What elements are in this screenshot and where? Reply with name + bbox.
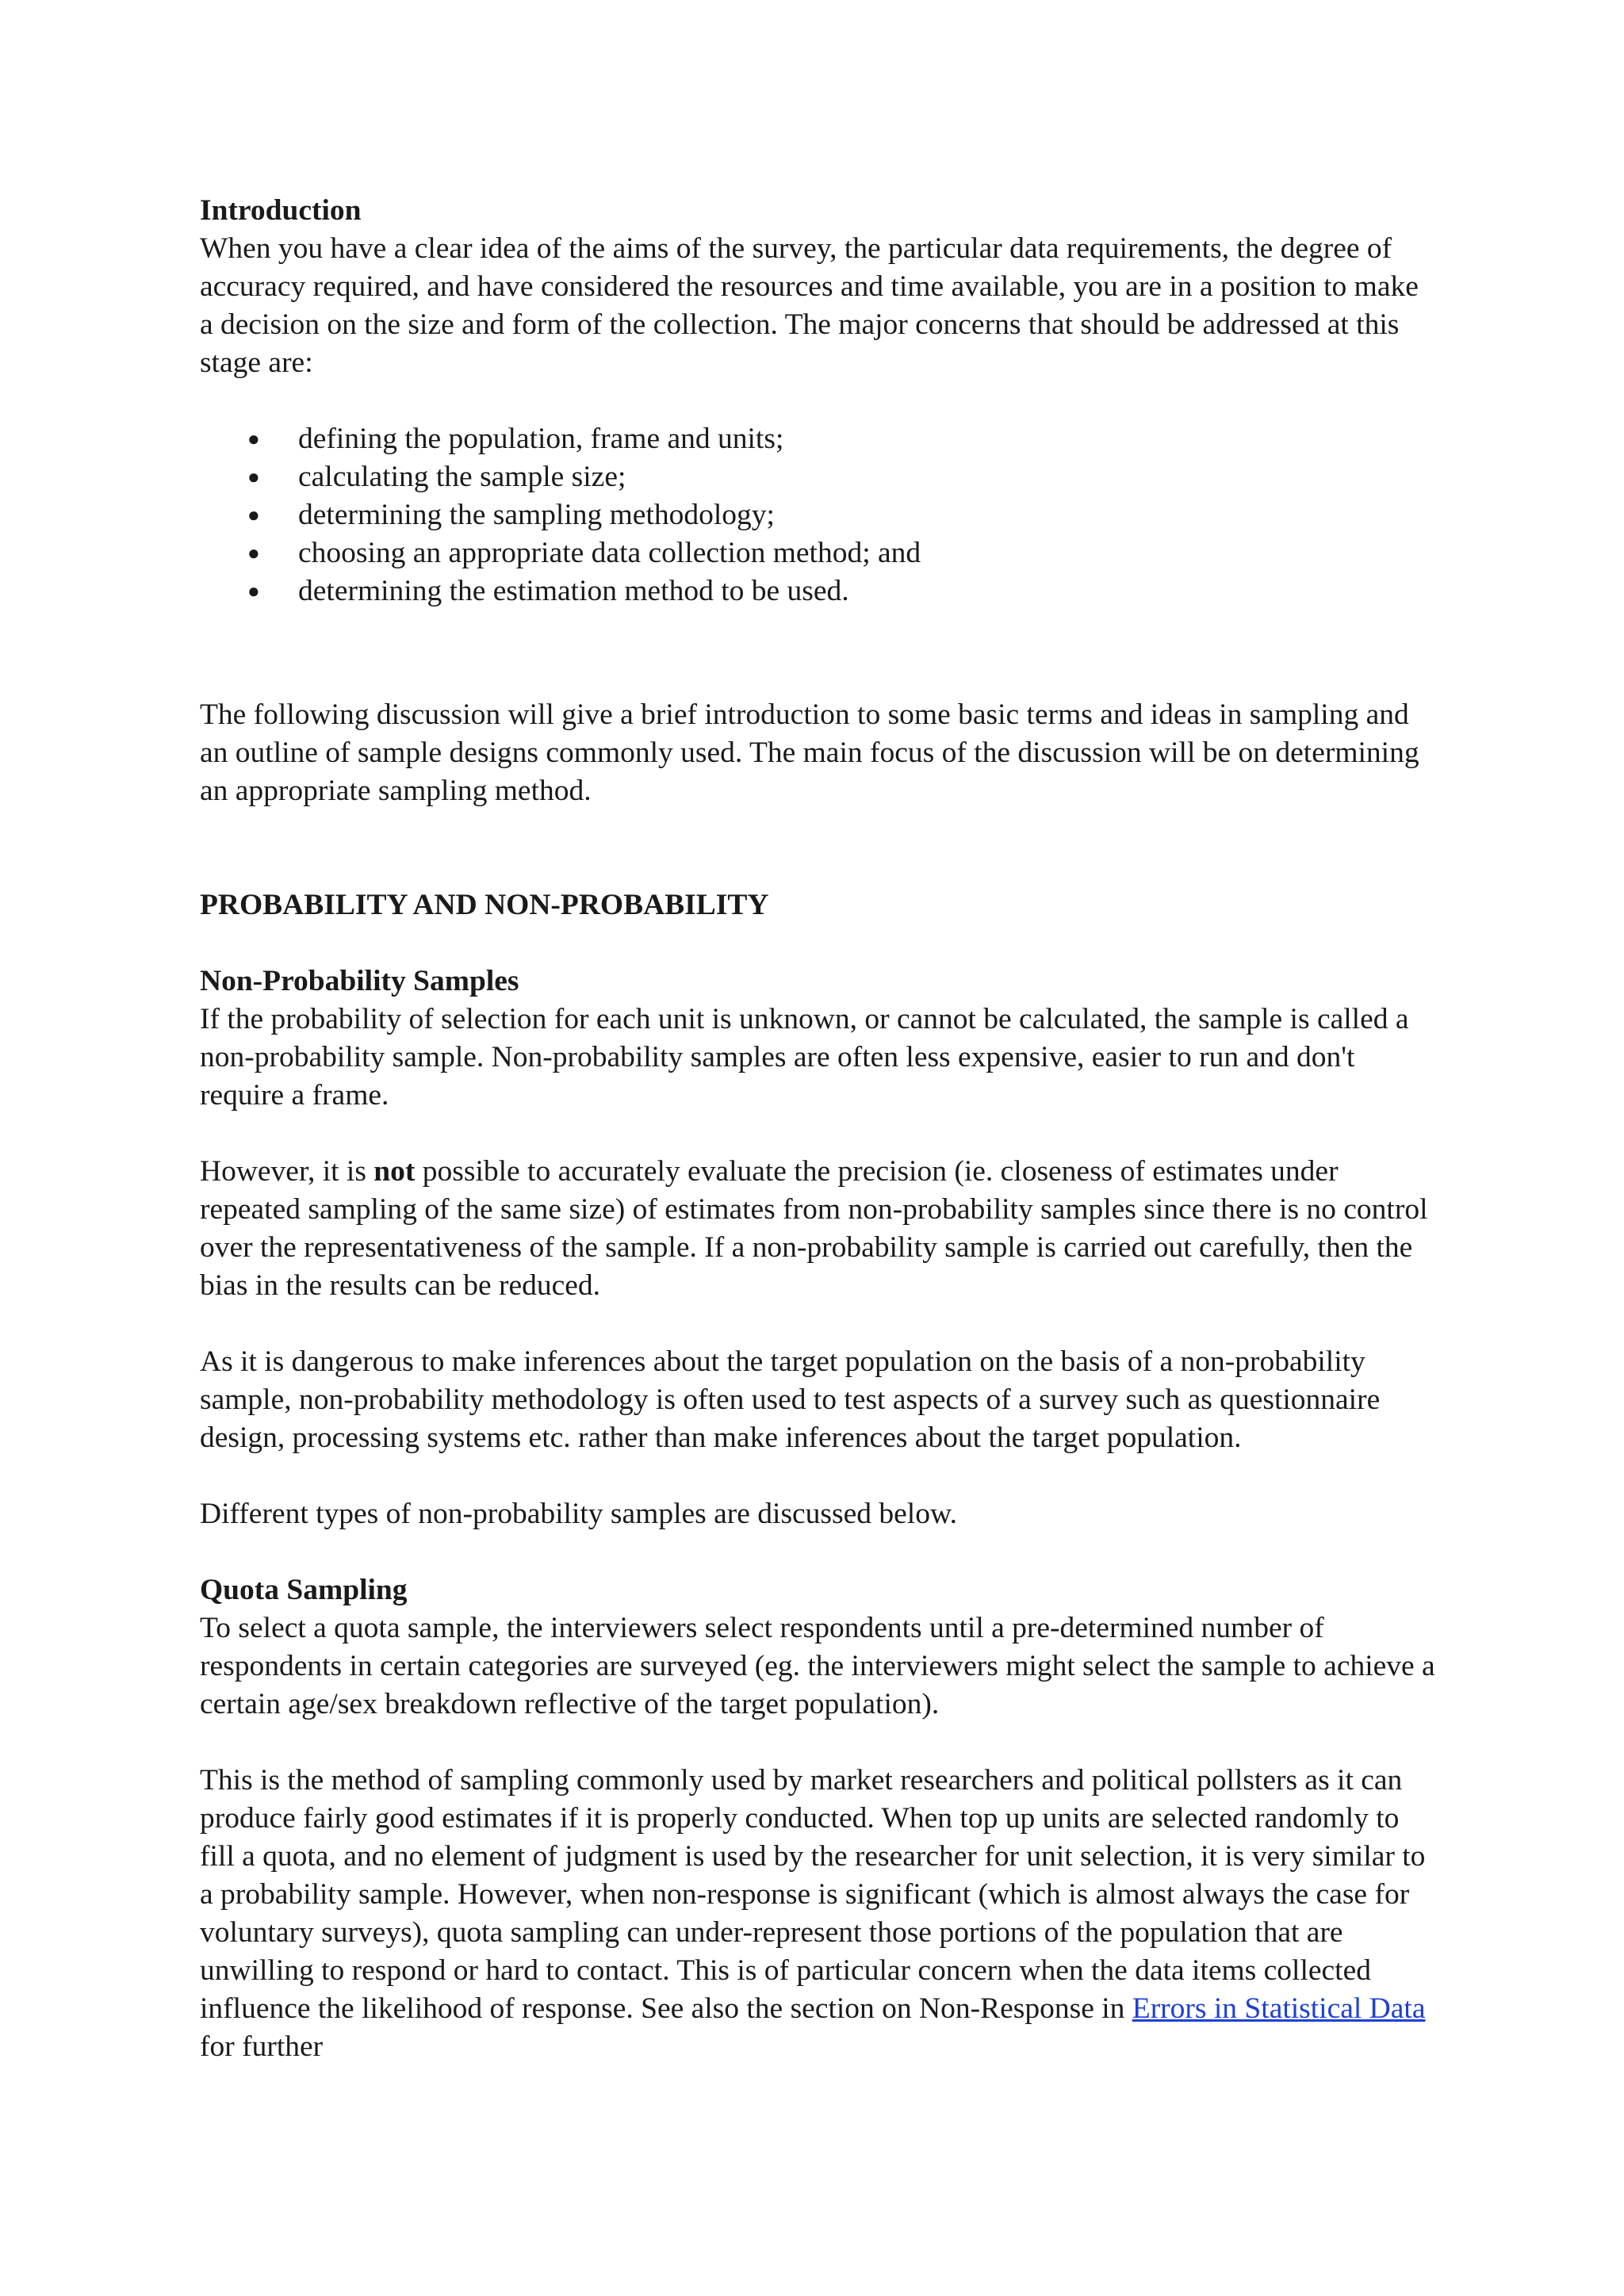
non-probability-paragraph-3: As it is dangerous to make inferences about the target population on the basis of a non-probability sample, non-probability methodology is often used to test aspects of a survey such as questionnaire design, processing systems etc. rather than make inferences about the target population.	[200, 1345, 1381, 1454]
non-probability-paragraph-4: Different types of non-probability samples are discussed below.	[200, 1498, 957, 1530]
bullet-icon: ●	[247, 580, 260, 603]
quota-paragraph-2: This is the method of sampling commonly used by market researchers and political pollsters as it can produce fairly good estimates if it is properly conducted. When top up units are selected randomly to fill a quota, and no element of judgment is used by the researcher for unit selection, it is very similar to a probability sample. However, when non-response is significant (which is almost always the case for voluntary surveys), quota sampling can under-represent those portions of the population that are unwilling to respond or hard to contact. This is of particular concern when the data items collected influence the likelihood of response. See also the section on Non-Response in Errors in Statistical Data for further	[200, 1764, 1426, 2063]
list-item: ● defining the population, frame and units;	[200, 420, 1437, 458]
bullet-icon: ●	[247, 427, 260, 450]
list-item: ● determining the sampling methodology;	[200, 496, 1437, 534]
emphasis-not: not	[373, 1155, 416, 1188]
quota-sampling-heading: Quota Sampling	[200, 1574, 408, 1606]
concerns-list	[200, 420, 1437, 610]
section-heading: PROBABILITY AND NON-PROBABILITY	[200, 889, 769, 921]
document-page	[200, 192, 1437, 2066]
bullet-icon: ●	[247, 541, 260, 564]
list-item: ● calculating the sample size;	[200, 458, 1437, 496]
intro-paragraph: When you have a clear idea of the aims of the survey, the particular data requirements, the degree of accuracy required, and have considered the resources and time available, you are in a position to make a decision on the size and form of the collection. The major concerns that should be addressed at this stage are:	[200, 232, 1419, 379]
list-item: ● determining the estimation method to be used.	[200, 572, 1437, 610]
quota-paragraph-1: To select a quota sample, the interviewers select respondents until a pre-determined number of respondents in certain categories are surveyed (eg. the interviewers might select the sample to achieve a certain age/sex breakdown reflective of the target population).	[200, 1612, 1435, 1720]
list-item: ● choosing an appropriate data collection method; and	[200, 534, 1437, 572]
non-probability-heading: Non-Probability Samples	[200, 965, 519, 997]
following-discussion-paragraph: The following discussion will give a brief introduction to some basic terms and ideas in sampling and an outline of sample designs commonly used. The main focus of the discussion will be on determining an appropriate sampling method.	[200, 698, 1419, 807]
bullet-icon: ●	[247, 465, 260, 488]
non-probability-paragraph-1: If the probability of selection for each unit is unknown, or cannot be calculated, the sample is called a non-probability sample. Non-probability samples are often less expensive, easier to run and don't require a frame.	[200, 1003, 1409, 1112]
intro-heading: Introduction	[200, 194, 362, 227]
bullet-icon: ●	[247, 503, 260, 526]
errors-in-statistical-data-link[interactable]: Errors in Statistical Data	[1132, 1992, 1426, 2025]
non-probability-paragraph-2: However, it is not possible to accurately evaluate the precision (ie. closeness of estimates under repeated sampling of the same size) of estimates from non-probability samples since there is no control over the representativeness of the sample. If a non-probability sample is carried out carefully, then the bias in the results can be reduced.	[200, 1155, 1428, 1302]
